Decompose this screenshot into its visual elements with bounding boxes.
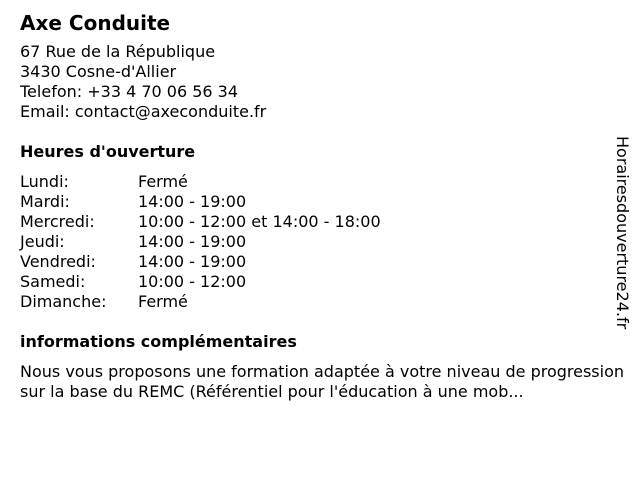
hours-row-mardi xyxy=(20,192,381,212)
hours-row-vendredi xyxy=(20,252,381,272)
email-address: Email: contact@axeconduite.fr xyxy=(20,102,267,121)
phone-number: Telefon: +33 4 70 06 56 34 xyxy=(20,82,239,101)
hours-row-mercredi xyxy=(20,212,381,232)
hours-day: Lundi: xyxy=(20,172,69,191)
site-watermark: Horairesdouverture24.fr xyxy=(613,136,632,330)
opening-hours-table xyxy=(20,172,381,312)
hours-day: Dimanche: xyxy=(20,292,107,311)
additional-info-text: Nous vous proposons une formation adaptée à votre niveau de progression sur la base du REMC (Référentiel pour l'éducation à une mob... xyxy=(20,362,625,401)
hours-day: Samedi: xyxy=(20,272,86,291)
hours-row-dimanche xyxy=(20,292,381,312)
hours-time: 10:00 - 12:00 et 14:00 - 18:00 xyxy=(138,212,381,231)
opening-hours-heading: Heures d'ouverture xyxy=(20,142,196,161)
hours-time: Fermé xyxy=(138,292,188,311)
hours-day: Mercredi: xyxy=(20,212,95,231)
hours-row-samedi xyxy=(20,272,381,292)
hours-row-jeudi xyxy=(20,232,381,252)
hours-time: Fermé xyxy=(138,172,188,191)
hours-day: Jeudi: xyxy=(20,232,65,251)
address-street: 67 Rue de la République xyxy=(20,42,216,61)
hours-time: 14:00 - 19:00 xyxy=(138,232,247,251)
hours-day: Vendredi: xyxy=(20,252,96,271)
address-city: 3430 Cosne-d'Allier xyxy=(20,62,177,81)
business-card xyxy=(20,10,632,402)
additional-info-heading: informations complémentaires xyxy=(20,332,297,351)
hours-row-lundi xyxy=(20,172,381,192)
business-name: Axe Conduite xyxy=(20,11,171,35)
hours-day: Mardi: xyxy=(20,192,70,211)
hours-time: 14:00 - 19:00 xyxy=(138,252,247,271)
hours-time: 14:00 - 19:00 xyxy=(138,192,247,211)
hours-time: 10:00 - 12:00 xyxy=(138,272,247,291)
